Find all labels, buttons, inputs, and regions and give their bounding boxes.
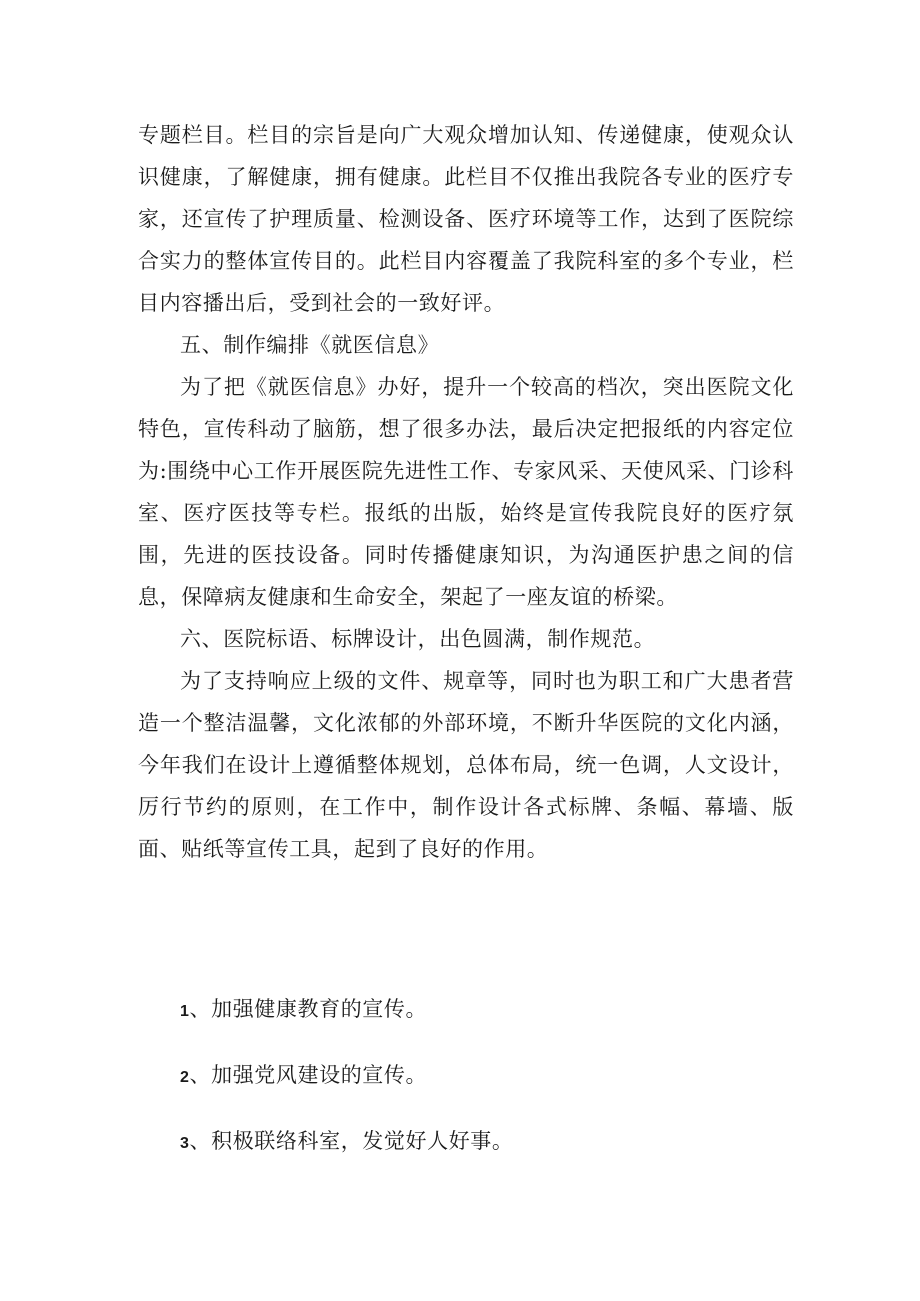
list-text: 积极联络科室，发觉好人好事。 (211, 1129, 514, 1153)
list-separator: 、 (189, 1063, 212, 1087)
list-item (180, 994, 427, 1027)
heading-section-five: 五、制作编排《就医信息》 (180, 333, 440, 357)
heading-section-six: 六、医院标语、标牌设计，出色圆满，制作规范。 (180, 627, 656, 651)
list-text: 加强健康教育的宣传。 (211, 997, 428, 1021)
list-separator: 、 (189, 1129, 212, 1153)
paragraph-medical-info-newspaper: 为了把《就医信息》办好，提升一个较高的档次，突出医院文化特色，宣传科动了脑筋，想了很多办法，最后决定把报纸的内容定位为:围绕中心工作开展医院先进性工作、专家风采、天使风采、门诊科室、医疗医技等专栏。报纸的出版，始终是宣传我院良好的医疗氛围，先进的医技设备。同时传播健康知识，为沟通医护患之间的信息，保障病友健康和生命安全，架起了一座友谊的桥梁。 (138, 375, 794, 609)
paragraph-media-column: 专题栏目。栏目的宗旨是向广大观众增加认知、传递健康，使观众认识健康，了解健康，拥有健康。此栏目不仅推出我院各专业的医疗专家，还宣传了护理质量、检测设备、医疗环境等工作，达到了医院综合实力的整体宣传目的。此栏目内容覆盖了我院科室的多个专业，栏目内容播出后，受到社会的一致好评。 (138, 123, 794, 315)
list-separator: 、 (189, 997, 212, 1021)
list-text: 加强党风建设的宣传。 (211, 1063, 428, 1087)
list-number: 3 (180, 1135, 190, 1152)
body-text (138, 114, 794, 870)
list-number: 1 (180, 1003, 190, 1020)
paragraph-signage-design: 为了支持响应上级的文件、规章等，同时也为职工和广大患者营造一个整洁温馨，文化浓郁的外部环境，不断升华医院的文化内涵，今年我们在设计上遵循整体规划，总体布局，统一色调，人文设计，厉行节约的原则，在工作中，制作设计各式标牌、条幅、幕墙、版面、贴纸等宣传工具，起到了良好的作用。 (138, 669, 794, 861)
list-item (180, 1060, 427, 1093)
list-number: 2 (180, 1069, 190, 1086)
list-item (180, 1126, 514, 1159)
